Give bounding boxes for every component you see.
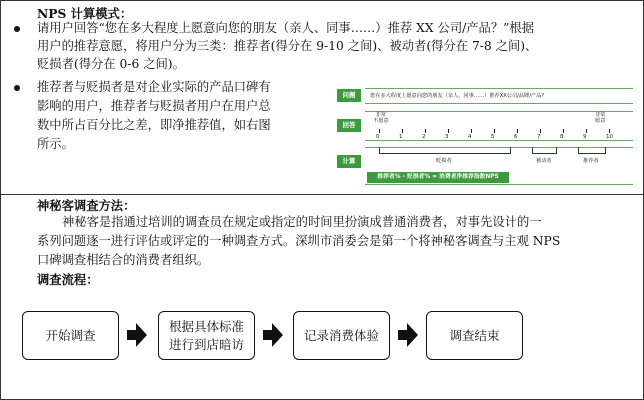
scale-tick-mark [471, 129, 472, 133]
flow-step-visit [158, 311, 255, 360]
scale-tick-mark [379, 129, 380, 133]
scale-tick-mark [448, 129, 449, 133]
detractor-brace [379, 147, 511, 154]
nps-bullet2-line2: 影响的用户，推荐者与贬损者用户在用户总 [37, 99, 271, 113]
arrow-right-icon [263, 323, 283, 347]
scale-tick-mark [540, 129, 541, 133]
scale-tick-label: 2 [422, 134, 426, 140]
passive-brace [532, 147, 557, 154]
bullet-dot [14, 26, 20, 32]
bullet-dot [14, 85, 20, 91]
detractor-label: 贬损者 [436, 158, 452, 164]
question-row-label: 问题 [337, 89, 361, 102]
mystery-para-line1: 神秘客是指通过培训的调查员在规定或指定的时间里扮演成普通消费者，对事先设计的一 [62, 215, 542, 229]
nps-formula-bar: 推荐者% - 贬损者% = 消费者净推荐指数NPS [367, 172, 509, 183]
scale-tick-label: 0 [376, 134, 380, 140]
scale-tick-mark [586, 129, 587, 133]
scale-tick-label: 1 [399, 134, 403, 140]
rating-scale [376, 129, 613, 143]
flow-step-start [22, 311, 119, 360]
scale-tick-label: 5 [491, 134, 495, 140]
scale-tick-mark [402, 129, 403, 133]
scale-tick-mark [494, 129, 495, 133]
flow-step-start-label: 开始调查 [45, 327, 96, 343]
flow-step-visit-label-line1: 根据具体标准 [168, 318, 244, 334]
flow-step-visit-label-line2: 进行到店暗访 [168, 336, 244, 352]
scale-tick-mark [425, 129, 426, 133]
nps-diagram [337, 85, 633, 185]
passive-label: 被动者 [536, 158, 552, 164]
scale-tick-label: 8 [560, 134, 564, 140]
arrow-right-icon [398, 323, 418, 347]
nps-bullet2-line4: 所示。 [37, 137, 74, 151]
promoter-brace [578, 147, 606, 154]
nps-bullet1-line1: 请用户回答“您在多大程度上愿意向您的朋友（亲人、同事……）推荐 XX 公司/产品？”根据 [37, 21, 535, 35]
calc-row-label: 计算 [337, 155, 361, 168]
scale-tick-mark [517, 129, 518, 133]
high-end-label: 非常 愿意 [595, 112, 606, 124]
mystery-heading: 神秘客调查方法： [37, 198, 136, 213]
nps-heading: NPS 计算模式： [37, 6, 133, 21]
scale-tick-label: 3 [445, 134, 449, 140]
scale-tick-label: 10 [606, 134, 613, 140]
scale-tick-label: 6 [514, 134, 518, 140]
scale-tick-label: 9 [583, 134, 587, 140]
scale-tick-mark [609, 129, 610, 133]
scale-tick-label: 7 [537, 134, 541, 140]
flow-step-end [426, 311, 523, 360]
section-divider [1, 194, 643, 195]
nps-bullet1-line3: 贬损者(得分在 0-6 之间)。 [37, 57, 185, 71]
flow-step-record [293, 311, 390, 360]
flow-step-record-label: 记录消费体验 [303, 327, 379, 343]
flow-heading: 调查流程： [37, 272, 99, 287]
question-text: 您在多大程度上愿意向您的朋友（亲人、同事……）推荐XX公司/品牌/产品? [370, 93, 545, 99]
scale-tick-label: 4 [468, 134, 472, 140]
scale-tick-mark [563, 129, 564, 133]
rating-row-label: 回答 [337, 119, 361, 132]
nps-bullet1-line2: 用户的推荐意愿，将用户分为三类：推荐者(得分在 9-10 之间)、被动者(得分在 7-8 之间)、 [37, 39, 538, 53]
low-end-label: 非常 不愿意 [373, 112, 389, 124]
promoter-label: 推荐者 [583, 158, 599, 164]
arrow-right-icon [127, 323, 147, 347]
nps-bullet2-line1: 推荐者与贬损者是对企业实际的产品口碑有 [37, 80, 271, 94]
flow-step-end-label: 调查结束 [449, 327, 500, 343]
mystery-para-line2: 系列问题逐一进行评估或评定的一种调查方式。深圳市消委会是第一个将神秘客调查与主观 NPS [37, 234, 561, 248]
nps-bullet2-line3: 数中所占百分比之差，即净推荐值，如右图 [37, 118, 271, 132]
mystery-para-line3: 口碑调查相结合的消费者组织。 [37, 253, 210, 267]
